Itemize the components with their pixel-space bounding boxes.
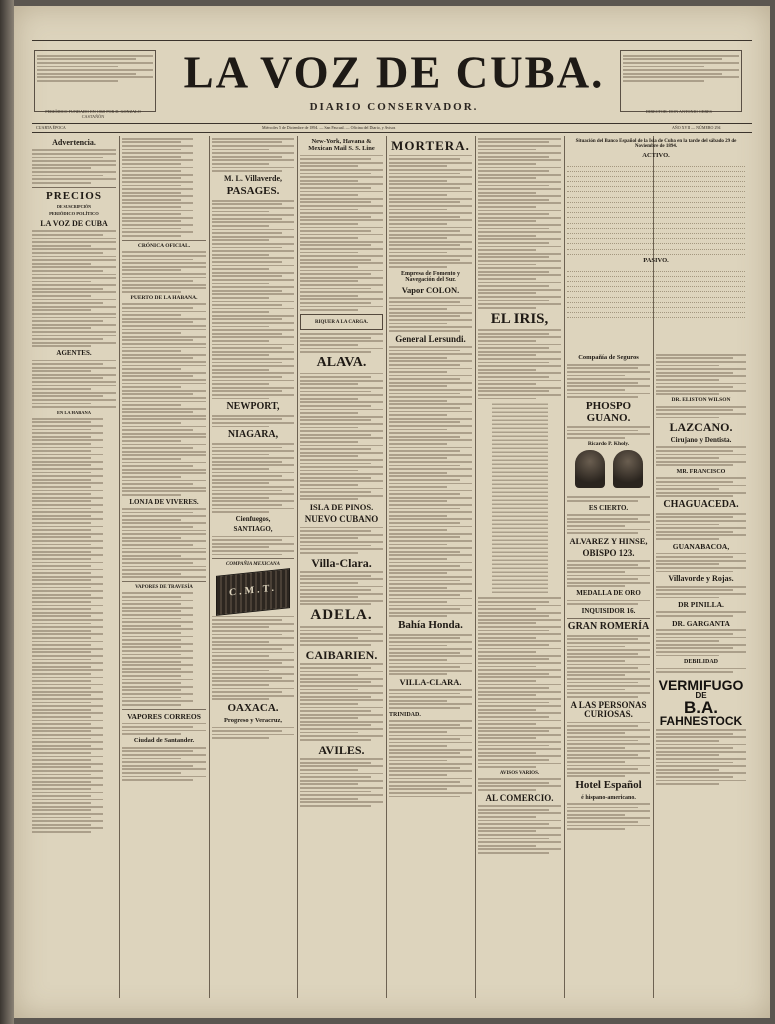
guanabacoa-heading: GUANABACOA, [672, 541, 730, 551]
advert-figures [567, 450, 650, 493]
bahia-honda-heading: Bahía Honda. [398, 619, 463, 632]
mail-line-heading: New-York, Havana & Mexican Mail S. S. Line [308, 138, 375, 152]
ciudad-santander-heading: Ciudad de Santander. [133, 737, 195, 745]
puerto-habana-heading: PUERTO DE LA HABANA. [130, 294, 198, 301]
column-6 [478, 136, 561, 996]
column-5 [389, 136, 472, 996]
lazcano-heading: LAZCANO. [669, 420, 733, 435]
villa-clara-company-heading: VILLA-CLARA. [399, 677, 462, 688]
column-rule [386, 136, 387, 998]
avisos-varios-heading: AVISOS VARIOS. [499, 771, 540, 777]
column-rule [297, 136, 298, 998]
personas-curiosas-heading: A LAS PERSONAS CURIOSAS. [570, 699, 647, 720]
obispo-heading: OBISPO 123. [582, 547, 635, 558]
top-rule [32, 40, 752, 41]
debilidad-heading: DEBILIDAD [683, 659, 718, 666]
column-4 [300, 136, 383, 996]
vermifugo-de: DE [695, 691, 707, 701]
dateline-date: Miércoles 5 de Diciembre de 1894. — San Pascual. — Oficina del Diario, y Avisos [262, 125, 396, 130]
page-binding [0, 0, 14, 1024]
dateline-rule-top [32, 123, 752, 124]
al-comercio-heading: AL COMERCIO. [485, 792, 554, 803]
alava-heading: ALAVA. [316, 354, 367, 370]
column-1 [32, 136, 116, 996]
villa-clara-heading: Villa-Clara. [311, 555, 372, 570]
aviles-heading: AVILES. [318, 742, 365, 757]
trinidad-heading: TRINIDAD. [389, 711, 421, 718]
activo-heading: ACTIVO. [642, 151, 670, 159]
newport-heading: NEWPORT, [226, 401, 280, 413]
mr-francisco-heading: MR. FRANCISCO [676, 469, 726, 476]
suscripcion-subheading: DE SUSCRIPCIÓN [56, 204, 92, 210]
vermifugo-title: VERMIFUGO [658, 677, 744, 694]
vapor-colon-heading: Vapor COLON. [401, 285, 460, 296]
cienfuegos-heading: Cienfuegos, [235, 514, 271, 523]
column-2 [122, 136, 206, 996]
vermifugo-advert [656, 679, 746, 727]
column-rule [209, 136, 210, 998]
left-notice-box [34, 50, 156, 112]
dateline-rule-bottom [32, 132, 752, 133]
column-rule [564, 136, 565, 998]
director-note: DIRECTOR: DON ANTONIO CERES [645, 109, 713, 114]
hotel-espanol-heading: Hotel Español [575, 779, 642, 792]
bank-statement-title: Situación del Banco Español de la Isla de Cuba en la tarde del sábado 29 de Noviembre de 1894. [575, 139, 737, 150]
alvarez-hinse-heading: ALVAREZ Y HINSE, [569, 535, 648, 546]
column-rule [475, 136, 476, 998]
dr-pinilla-heading: DR PINILLA. [678, 600, 724, 610]
precios-heading: PRECIOS [46, 189, 102, 202]
column-8 [656, 352, 746, 996]
riquer-carga-heading: RIQUER A LA CARGA. [314, 319, 369, 325]
cronica-oficial-heading: CRÓNICA OFICIAL. [137, 242, 191, 249]
oaxaca-heading: OAXACA. [227, 702, 279, 715]
santiago-heading: SANTIAGO, [233, 525, 273, 534]
nuevo-cubano-heading: NUEVO CUBANO [304, 514, 379, 525]
ricardo-kholy-heading: Ricardo P. Kholy. [587, 440, 630, 447]
empresa-fomento-heading: Empresa de Fomento y Navegación del Sur. [400, 270, 461, 284]
niagara-heading: NIAGARA, [227, 429, 279, 441]
la-voz-de-cuba-label: LA VOZ DE CUBA [40, 218, 108, 228]
caibarien-heading: CAIBARIEN. [305, 647, 378, 662]
en-la-habana-label: EN LA HABANA [56, 410, 91, 416]
masthead-title: LA VOZ DE CUBA. [183, 46, 605, 98]
gran-romeria-heading: GRAN ROMERÍA [567, 621, 650, 633]
newspaper-page [14, 6, 770, 1018]
periodico-politico-label: PERIÓDICO POLÍTICO [49, 211, 99, 217]
column-rule [119, 136, 120, 998]
advertencia-heading: Advertencia. [52, 138, 96, 147]
villavorde-rojas-heading: Villavorde y Rojas. [668, 574, 734, 584]
medalla-oro-heading: MEDALLA DE ORO [576, 589, 641, 598]
es-cierto-heading: ES CIERTO. [588, 503, 629, 512]
isla-pinos-heading: ISLA DE PINOS. [309, 502, 374, 513]
vapores-correos-heading: VAPORES CORREOS [127, 711, 201, 721]
pasivo-heading: PASIVO. [643, 256, 669, 264]
dateline-issue: AÑO XVII — NÚMERO 294 [672, 125, 721, 130]
vermifugo-initials: B.A. [684, 697, 718, 717]
dateline-epoch: CUARTA ÉPOCA [36, 125, 66, 130]
progreso-veracruz-heading: Progreso y Veracruz, [223, 716, 283, 724]
flag-letters: C.M.T. [228, 582, 278, 599]
el-iris-heading: EL IRIS, [490, 310, 549, 327]
right-notice-box [620, 50, 742, 112]
vermifugo-brand: FAHNESTOCK [659, 714, 743, 729]
compania-seguros-heading: Compañía de Seguros [578, 354, 639, 361]
founder-note: PERIÓDICO FUNDADO EN 1868 POR D. GONZALO CASTAÑÓN [45, 109, 141, 119]
inquisidor-heading: INQUISIDOR 16. [581, 606, 636, 615]
agentes-heading: AGENTES. [56, 349, 92, 358]
masthead-subtitle: DIARIO CONSERVADOR. [309, 101, 479, 113]
activo-table [567, 161, 745, 254]
compania-mexicana-heading: COMPAÑIA MEXICANA [226, 562, 280, 568]
hispano-americano-heading: é hispano-americano. [581, 794, 636, 801]
chaguaceda-heading: CHAGUACEDA. [663, 499, 739, 511]
lonja-viveres-heading: LONJA DE VIVERES. [129, 497, 199, 506]
adela-heading: ADELA. [310, 607, 373, 624]
figure-image [575, 450, 605, 488]
cirujano-dentista-heading: Cirujano y Dentista. [670, 436, 732, 445]
villaverde-heading: M. L. Villaverde, [224, 173, 282, 183]
vapores-travesia-heading: VAPORES DE TRAVESÍA [135, 585, 193, 591]
pasages-heading: PASAGES. [226, 185, 280, 198]
dr-garganta-heading: DR. GARGANTA [672, 618, 730, 628]
figure-image [613, 450, 643, 488]
column-3 [212, 136, 294, 996]
numeric-table [492, 403, 548, 593]
masthead-area [14, 6, 770, 132]
phospo-guano-heading: PHOSPO GUANO. [585, 399, 632, 424]
bank-statement [567, 136, 745, 350]
eliston-wilson-heading: DR. ELISTON WILSON [671, 397, 731, 404]
shipping-line-flag-image [216, 568, 290, 616]
column-7 [567, 352, 650, 996]
general-lersundi-heading: General Lersundi. [395, 333, 466, 344]
pasivo-table [567, 267, 745, 319]
mortera-heading: MORTERA. [391, 138, 470, 153]
